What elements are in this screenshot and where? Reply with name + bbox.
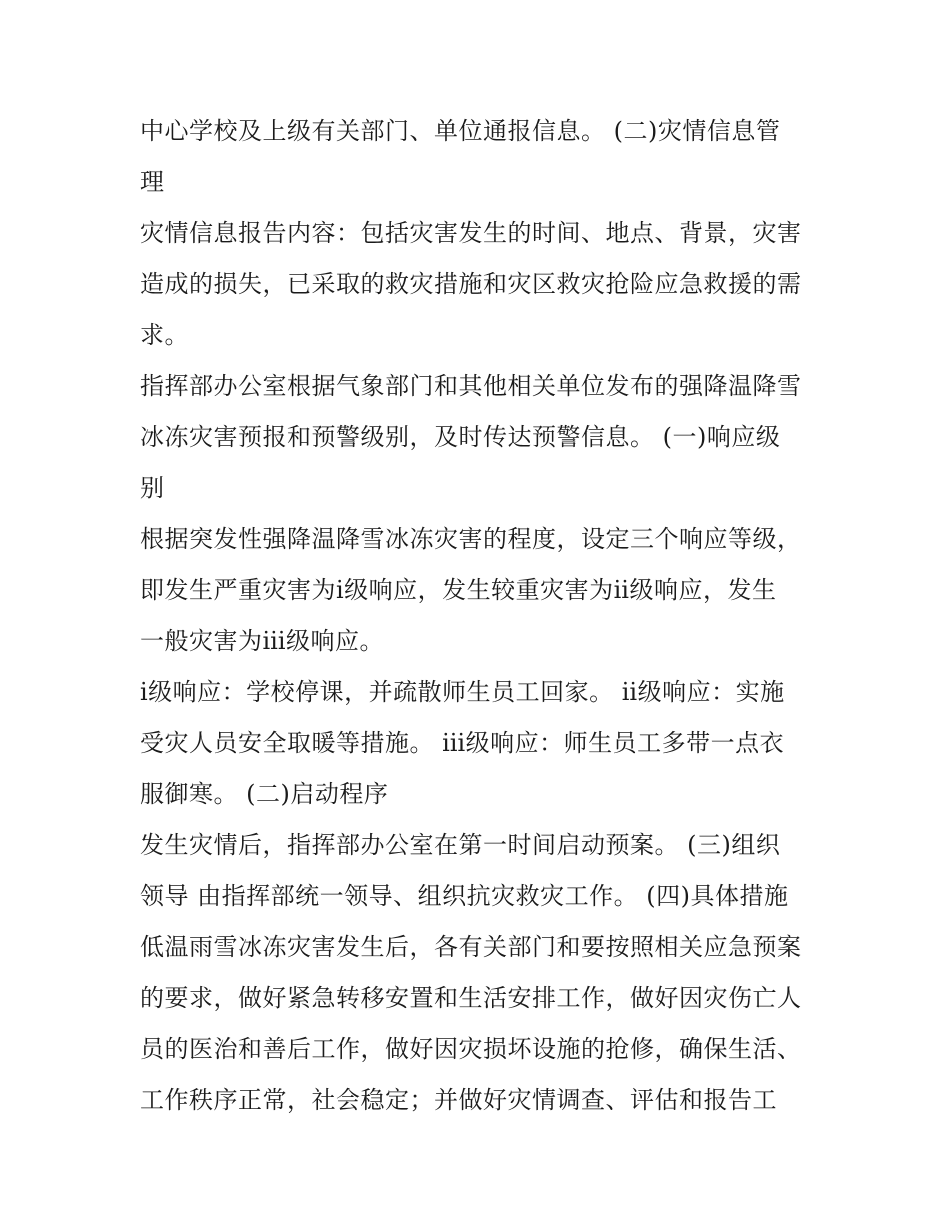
text-line: 根据突发性强降温降雪冰冻灾害的程度，设定三个响应等级， <box>140 525 802 553</box>
text-line: 冰冻灾害预报和预警级别，及时传达预警信息。 (一)响应级 <box>140 423 781 451</box>
text-line: 造成的损失，已采取的救灾措施和灾区救灾抢险应急救援的需 <box>140 270 802 298</box>
text-line: 发生灾情后，指挥部办公室在第一时间启动预案。 (三)组织 <box>140 831 781 859</box>
text-line: 员的医治和善后工作，做好因灾损坏设施的抢修，确保生活、 <box>140 1035 802 1063</box>
text-line: ⅰ级响应：学校停课，并疏散师生员工回家。 ⅱ级响应：实施 <box>140 678 785 706</box>
text-line: 求。 <box>140 321 189 349</box>
text-line: 即发生严重灾害为ⅰ级响应，发生较重灾害为ⅱ级响应，发生 <box>140 576 777 604</box>
text-line: 领导 由指挥部统一领导、组织抗灾救灾工作。 (四)具体措施 <box>140 882 789 910</box>
text-line: 别 <box>140 474 165 502</box>
text-line: 一般灾害为ⅲ级响应。 <box>140 627 385 655</box>
text-line: 工作秩序正常，社会稳定；并做好灾情调查、评估和报告工 <box>140 1086 777 1114</box>
document-body <box>140 106 820 1126</box>
text-line: 的要求，做好紧急转移安置和生活安排工作，做好因灾伤亡人 <box>140 984 802 1012</box>
text-line: 指挥部办公室根据气象部门和其他相关单位发布的强降温降雪 <box>140 372 802 400</box>
text-line: 服御寒。 (二)启动程序 <box>140 780 389 808</box>
text-line: 受灾人员安全取暖等措施。 ⅲ级响应：师生员工多带一点衣 <box>140 729 785 757</box>
text-line: 中心学校及上级有关部门、单位通报信息。 (二)灾情信息管 <box>140 117 781 145</box>
text-line: 理 <box>140 168 165 196</box>
text-line: 低温雨雪冰冻灾害发生后，各有关部门和要按照相关应急预案 <box>140 933 802 961</box>
text-line: 灾情信息报告内容：包括灾害发生的时间、地点、背景，灾害 <box>140 219 802 247</box>
